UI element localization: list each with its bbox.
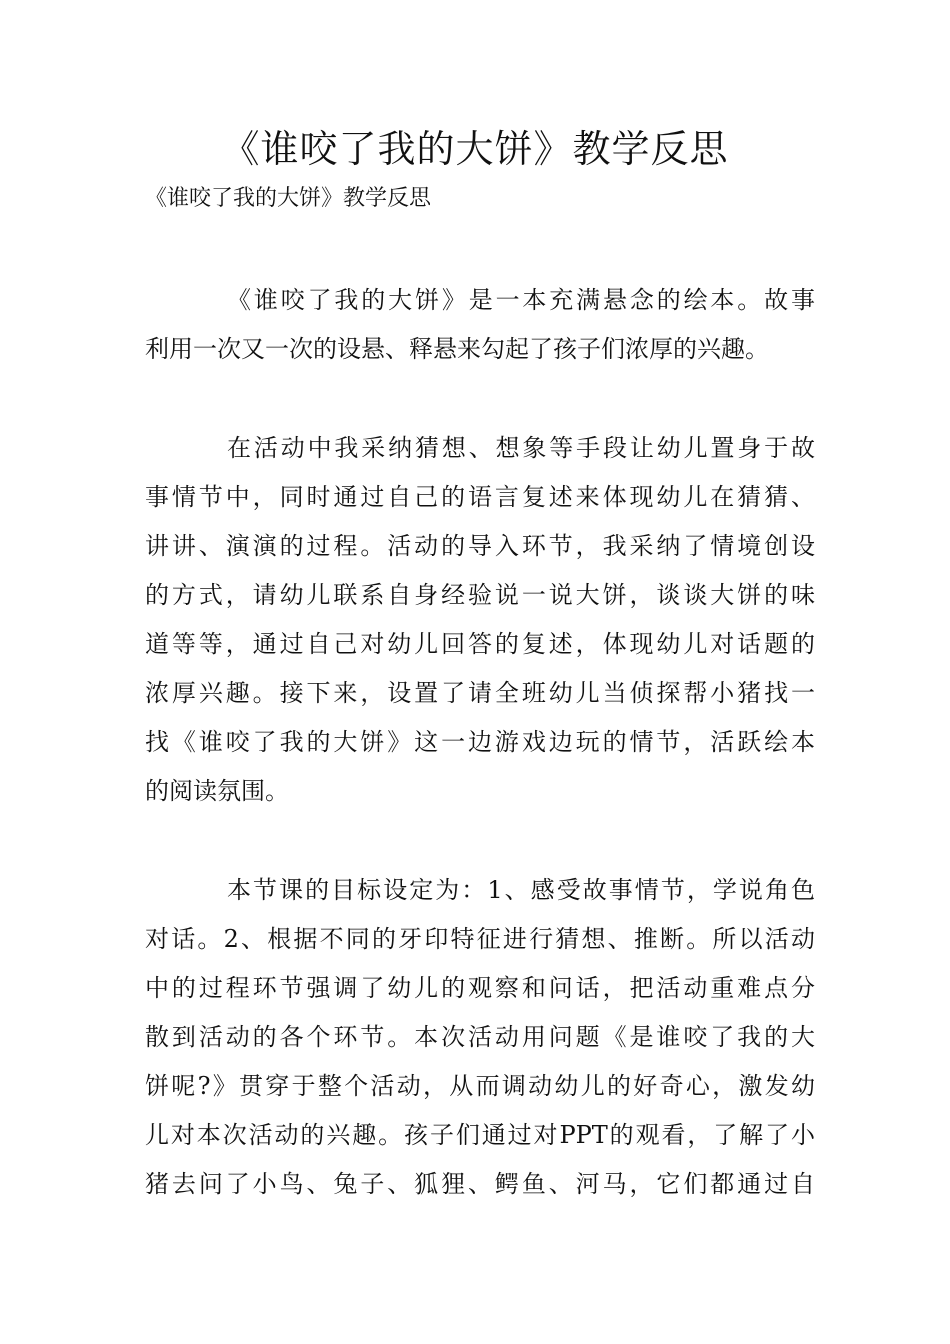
paragraph-1 — [145, 276, 815, 374]
paragraph-3 — [145, 866, 815, 1209]
paragraph-line: 对话。2、根据不同的牙印特征进行猜想、推断。所以活动 — [145, 925, 815, 953]
paragraph-line: 在活动中我采纳猜想、想象等手段让幼儿置身于故 — [227, 434, 815, 462]
paragraph-line: 儿对本次活动的兴趣。孩子们通过对PPT的观看，了解了小 — [145, 1121, 815, 1149]
paragraph-line: 饼呢?》贯穿于整个活动，从而调动幼儿的好奇心，激发幼 — [145, 1072, 815, 1100]
paragraph-line: 猪去问了小鸟、兔子、狐狸、鳄鱼、河马，它们都通过自 — [145, 1170, 815, 1198]
paragraph-2 — [145, 424, 815, 816]
paragraph-line: 的阅读氛围。 — [145, 777, 289, 805]
paragraph-line: 浓厚兴趣。接下来，设置了请全班幼儿当侦探帮小猪找一 — [145, 679, 815, 707]
paragraph-line: 本节课的目标设定为：1、感受故事情节，学说角色 — [227, 876, 815, 904]
paragraph-line: 找《谁咬了我的大饼》这一边游戏边玩的情节，活跃绘本 — [145, 728, 815, 756]
document-title: 《谁咬了我的大饼》教学反思 — [221, 127, 729, 171]
document-subtitle: 《谁咬了我的大饼》教学反思 — [145, 186, 432, 211]
paragraph-line: 事情节中，同时通过自己的语言复述来体现幼儿在猜猜、 — [145, 483, 815, 511]
paragraph-line: 道等等，通过自己对幼儿回答的复述，体现幼儿对话题的 — [145, 630, 815, 658]
paragraph-line: 《谁咬了我的大饼》是一本充满悬念的绘本。故事 — [227, 286, 815, 314]
paragraph-line: 中的过程环节强调了幼儿的观察和问话，把活动重难点分 — [145, 974, 815, 1002]
paragraph-line: 散到活动的各个环节。本次活动用问题《是谁咬了我的大 — [145, 1023, 815, 1051]
paragraph-line: 讲讲、演演的过程。活动的导入环节，我采纳了情境创设 — [145, 532, 815, 560]
paragraph-line: 利用一次又一次的设悬、释悬来勾起了孩子们浓厚的兴趣。 — [145, 335, 769, 363]
paragraph-line: 的方式，请幼儿联系自身经验说一说大饼，谈谈大饼的味 — [145, 581, 815, 609]
